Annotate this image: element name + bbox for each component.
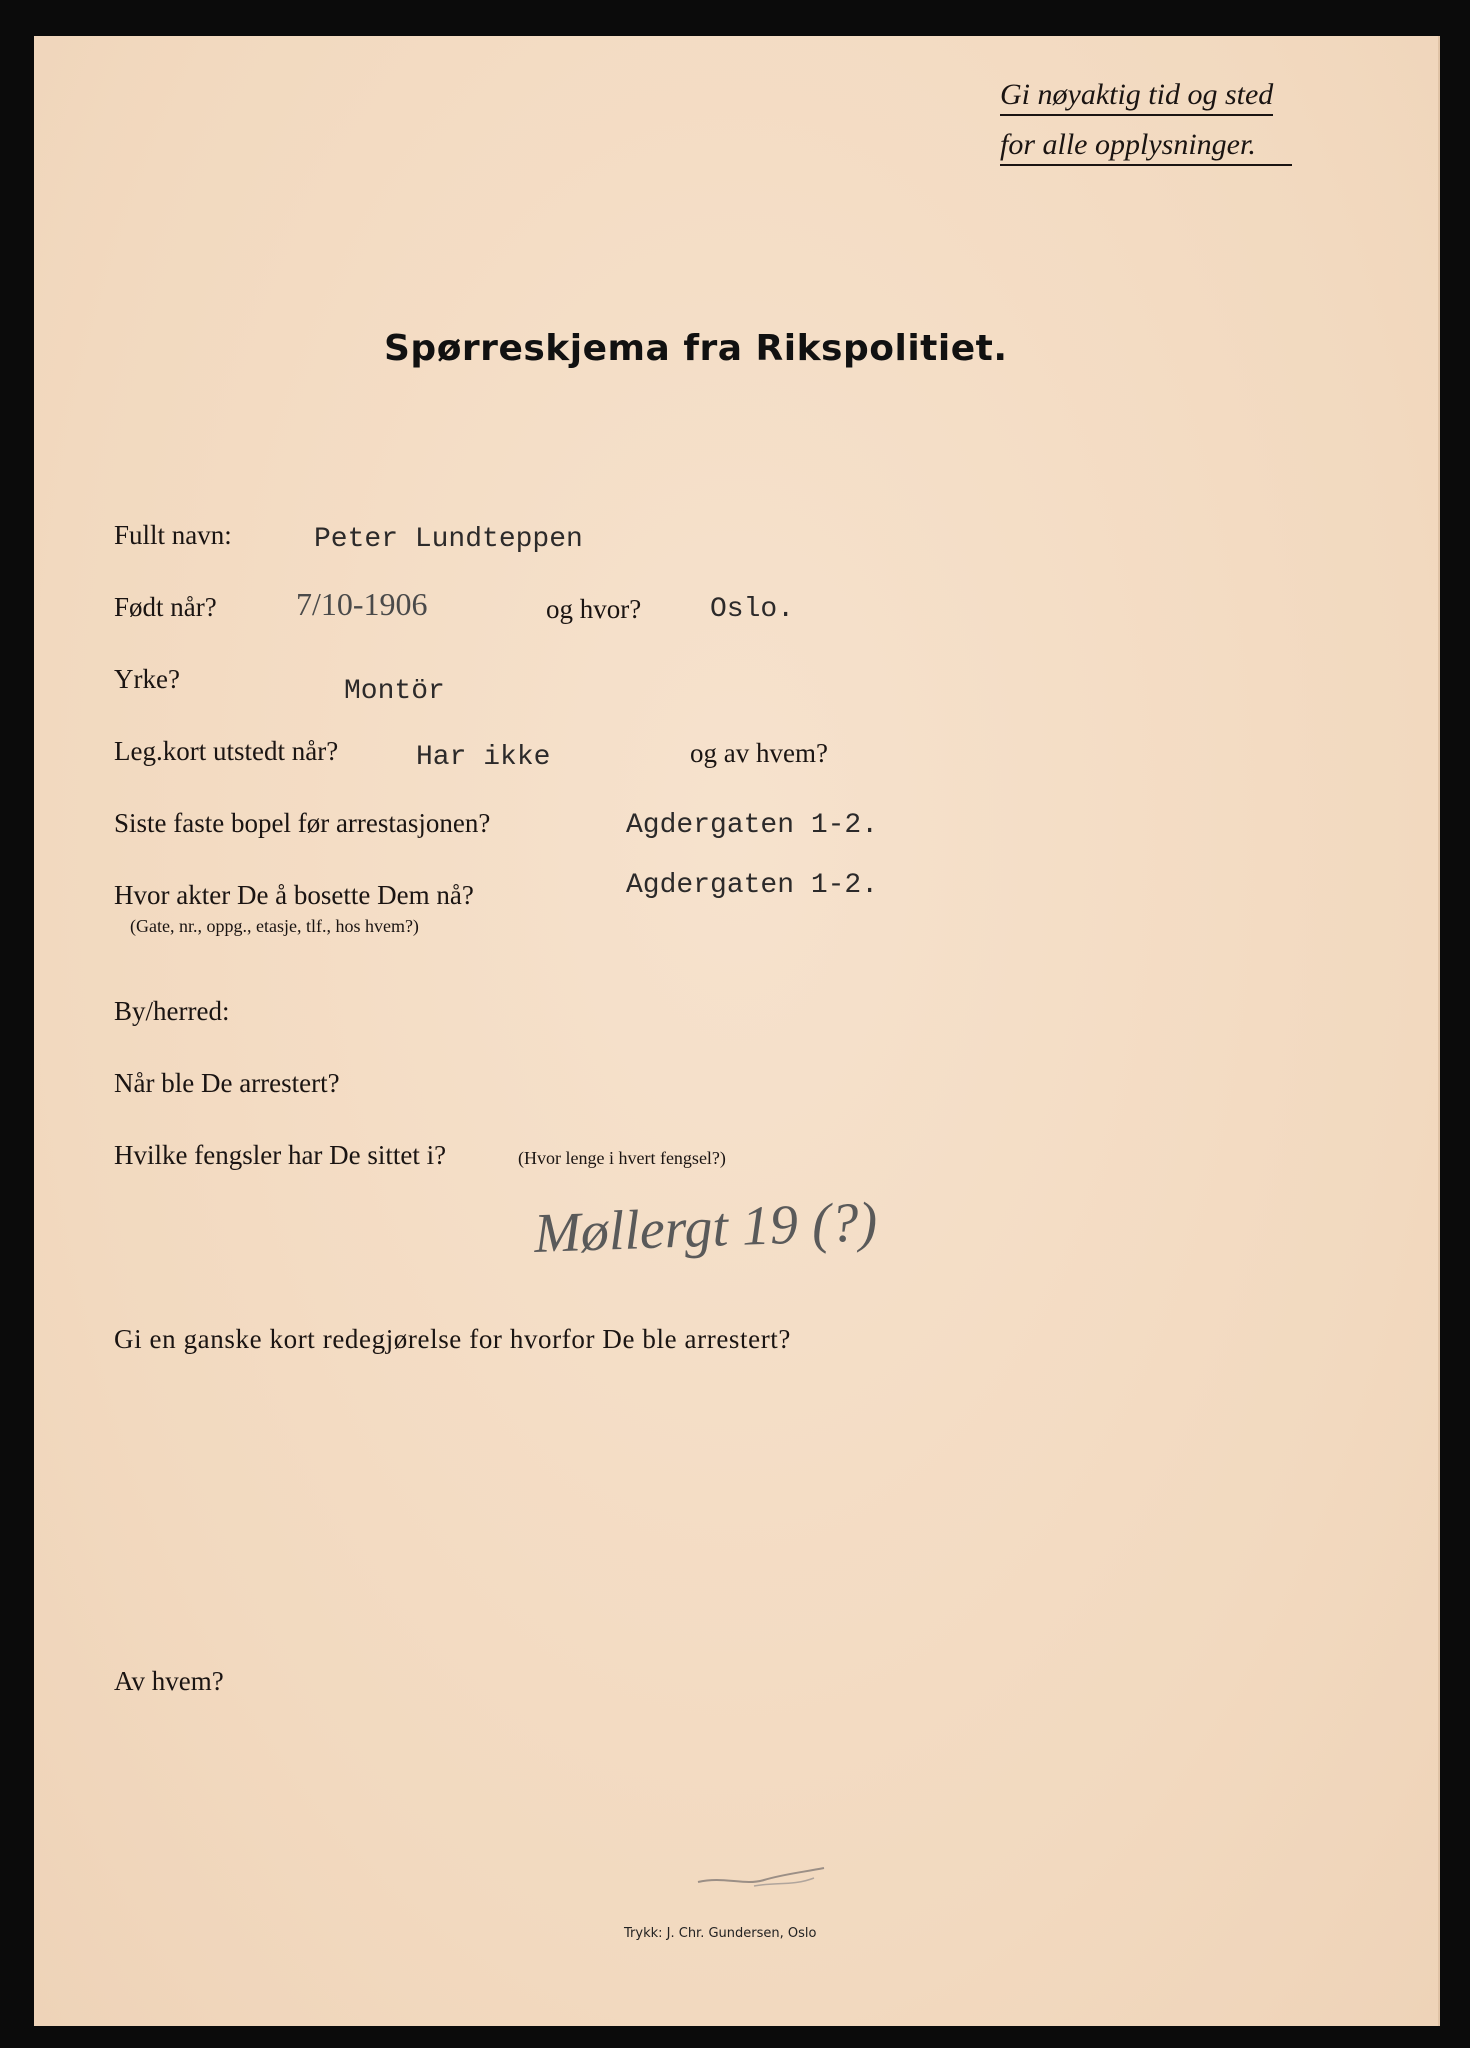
born-where-label: og hvor? <box>546 594 642 624</box>
by-whom-label: Av hvem? <box>114 1666 224 1696</box>
idcard-label: Leg.kort utstedt når? <box>114 736 339 766</box>
prisons-handwritten: Møllergt 19 (?) <box>533 1191 879 1265</box>
city-label: By/herred: <box>114 996 230 1026</box>
name-label: Fullt navn: <box>114 520 232 550</box>
idcard-by-label: og av hvem? <box>690 738 828 768</box>
job-value: Montör <box>344 676 445 707</box>
pen-mark <box>694 1856 834 1896</box>
form-page <box>34 36 1440 2026</box>
last-address-value: Agdergaten 1-2. <box>626 810 879 841</box>
notice-line-2: for alle opplysninger. <box>1000 128 1292 166</box>
prisons-label: Hvilke fengsler har De sittet i? <box>114 1140 447 1170</box>
settle-hint: (Gate, nr., oppg., etasje, tlf., hos hvem?) <box>130 916 419 936</box>
born-label: Født når? <box>114 592 217 622</box>
job-label: Yrke? <box>114 664 180 694</box>
born-value: 7/10-1906 <box>296 586 428 622</box>
name-value: Peter Lundteppen <box>314 524 583 555</box>
printer-credit: Trykk: J. Chr. Gundersen, Oslo <box>624 1926 817 1941</box>
settle-label: Hvor akter De å bosette Dem nå? <box>114 880 474 910</box>
arrested-label: Når ble De arrestert? <box>114 1068 340 1098</box>
prisons-hint: (Hvor lenge i hvert fengsel?) <box>518 1148 726 1168</box>
born-where-value: Oslo. <box>710 594 795 625</box>
settle-value: Agdergaten 1-2. <box>626 870 879 901</box>
notice-line-1: Gi nøyaktig tid og sted <box>1000 78 1273 116</box>
last-address-label: Siste faste bopel før arrestasjonen? <box>114 808 491 838</box>
reason-label: Gi en ganske kort redegjørelse for hvorfor De ble arrestert? <box>114 1324 791 1354</box>
page-title: Spørreskjema fra Rikspolitiet. <box>384 328 1008 369</box>
idcard-value: Har ikke <box>416 742 551 773</box>
